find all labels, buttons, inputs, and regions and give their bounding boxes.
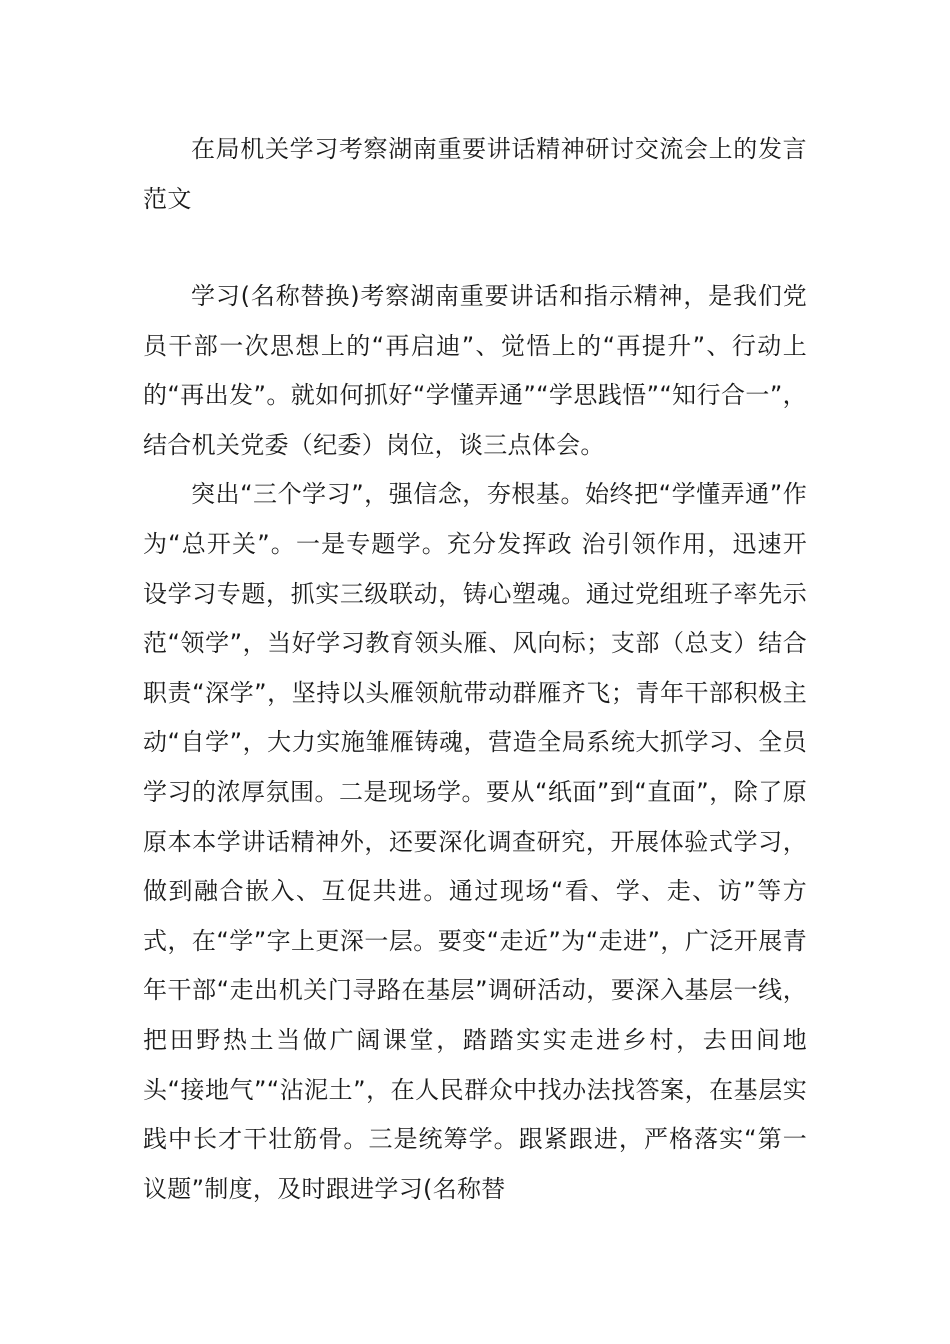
- paragraph-intro: 学习(名称替换)考察湖南重要讲话和指示精神，是我们党员干部一次思想上的“再启迪”、觉悟上的“再提升”、行动上的“再出发”。就如何抓好“学懂弄通”“学思践悟”“知行合一”，结合机关党委（纪委）岗位，谈三点体会。: [143, 282, 807, 459]
- document-body: [143, 125, 807, 1214]
- title-spacer: [143, 224, 807, 272]
- document-title: 在局机关学习考察湖南重要讲话精神研讨交流会上的发言范文: [143, 135, 807, 213]
- paragraph-first-point: 突出“三个学习”，强信念，夯根基。始终把“学懂弄通”作为“总开关”。一是专题学。充分发挥政 治引领作用，迅速开设学习专题，抓实三级联动，铸心塑魂。通过党组班子率先示范“领学”，当好学习教育领头雁、风向标；支部（总支）结合职责“深学”，坚持以头雁领航带动群雁齐飞；青年干部积极主动“自学”，大力实施雏雁铸魂，营造全局系统大抓学习、全员学习的浓厚氛围。二是现场学。要从“纸面”到“直面”，除了原原本本学讲话精神外，还要深化调查研究，开展体验式学习，做到融合嵌入、互促共进。通过现场“看、学、走、访”等方式，在“学”字上更深一层。要变“走近”为“走进”，广泛开展青年干部“走出机关门寻路在基层”调研活动，要深入基层一线，把田野热土当做广阔课堂，踏踏实实走进乡村，去田间地头“接地气”“沾泥土”，在人民群众中找办法找答案，在基层实践中长才干壮筋骨。三是统筹学。跟紧跟进，严格落实“第一议题”制度，及时跟进学习(名称替: [143, 480, 807, 1203]
